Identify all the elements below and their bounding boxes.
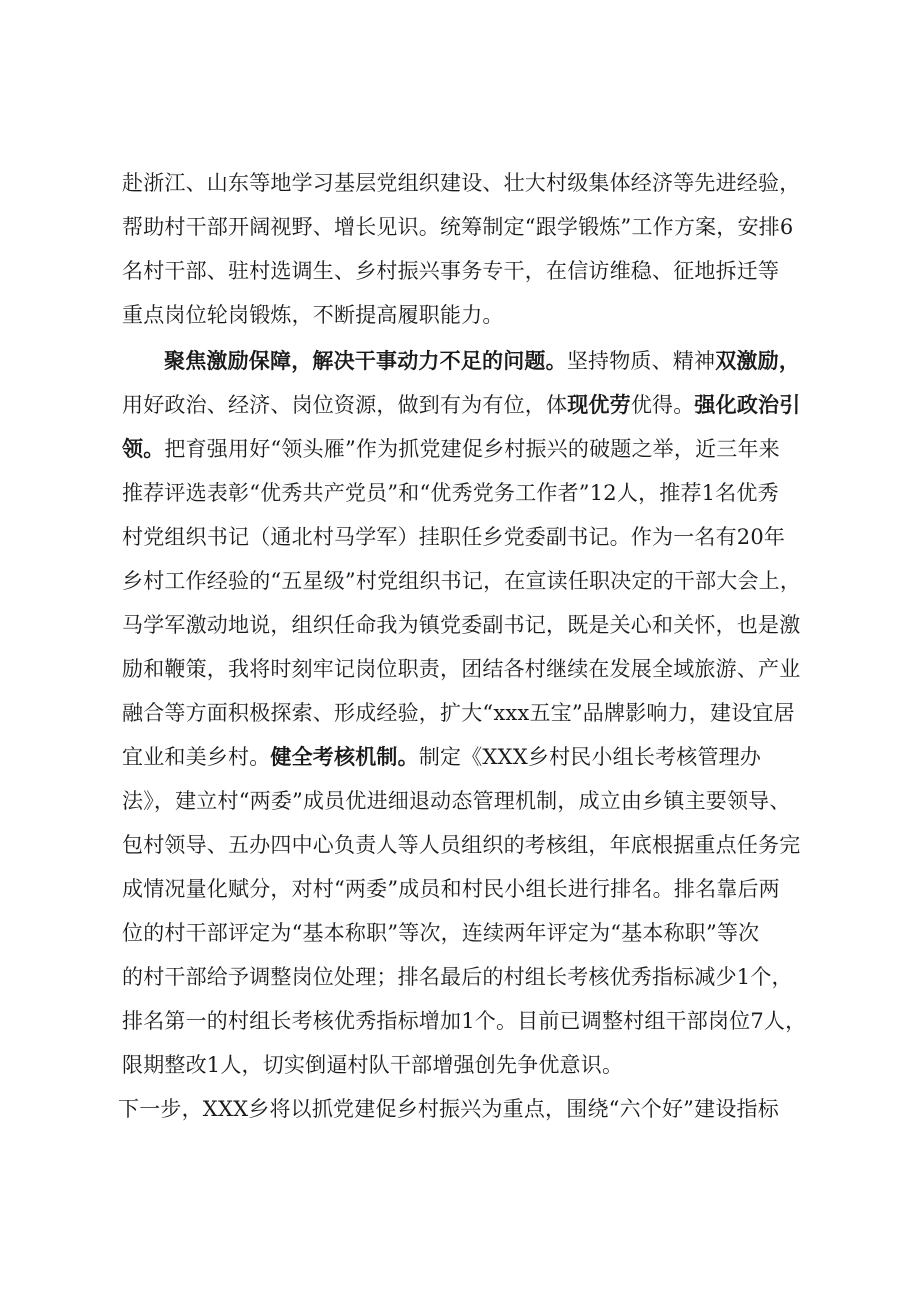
paragraph-2-line-10 [122, 742, 812, 772]
heading-assessment-mechanism: 健全考核机制。 [270, 744, 419, 769]
paragraph-3-line-1: 下一步，XXX乡将以抓党建促乡村振兴为重点，围绕“六个好”建设指标 [118, 1097, 779, 1121]
paragraph-2-line-1 [164, 346, 812, 376]
text-segment: 制定《XXX乡村民小组长考核管理办 [418, 745, 762, 769]
paragraph-2-line-6: 乡村工作经验的“五星级”村党组织书记，在宣读任职决定的干部大会上， [122, 569, 802, 593]
text-segment: 把育强用好“领头雁”作为抓党建促乡村振兴的破题之举，近三年来 [164, 437, 780, 461]
text-segment: 宜业和美乡村。 [122, 745, 271, 769]
paragraph-2-line-9: 融合等方面积极探索、形成经验，扩大“xxx五宝”品牌影响力，建设宜居 [122, 701, 795, 725]
paragraph-1-line-2: 帮助村干部开阔视野、增长见识。统筹制定“跟学锻炼”工作方案，安排6 [122, 215, 794, 239]
bold-segment: 领。 [122, 436, 165, 461]
paragraph-2-line-15: 的村干部给予调整岗位处理；排名最后的村组长考核优秀指标减少1个， [122, 965, 793, 989]
paragraph-1-line-4: 重点岗位轮岗锻炼，不断提高履职能力。 [122, 303, 504, 327]
paragraph-2-line-8: 励和鞭策，我将时刻牢记岗位职责，团结各村继续在发展全域旅游、产业 [122, 657, 801, 681]
paragraph-2-line-7: 马学军激动地说，组织任命我为镇党委副书记，既是关心和关怀，也是激 [122, 613, 801, 637]
paragraph-2-line-14: 位的村干部评定为“基本称职”等次，连续两年评定为“基本称职”等次 [122, 921, 760, 945]
paragraph-2-line-16: 排名第一的村组长考核优秀指标增加1个。目前已调整村组干部岗位7人， [122, 1009, 807, 1033]
text-segment: 坚持物质、精神 [566, 349, 716, 373]
paragraph-2-line-12: 包村领导、五办四中心负责人等人员组织的考核组，年底根据重点任务完 [122, 833, 801, 857]
paragraph-2-line-3 [122, 434, 812, 464]
paragraph-2-line-2 [122, 390, 812, 420]
paragraph-2-line-4: 推荐评选表彰“优秀共产党员”和“优秀党务工作者”12人，推荐1名优秀 [122, 481, 779, 505]
text-segment: 优得。 [630, 393, 695, 417]
text-segment: 用好政治、经济、岗位资源，做到有为有位，体 [122, 393, 568, 417]
paragraph-2-line-13: 成情况量化赋分，对村“两委”成员和村民小组长进行排名。排名靠后两 [122, 877, 780, 901]
paragraph-2-line-11: 法》，建立村“两委”成员优进细退动态管理机制，成立由乡镇主要领导、 [122, 789, 791, 813]
paragraph-2-line-17: 限期整改1人，切实倒逼村队干部增强创先争优意识。 [122, 1053, 624, 1077]
bold-segment: 双激励， [715, 348, 801, 373]
heading-incentive: 聚焦激励保障，解决干事动力不足的问题。 [164, 348, 567, 373]
heading-political-guidance: 强化政治引 [694, 392, 801, 417]
bold-segment: 现优劳 [567, 392, 631, 417]
paragraph-1-line-3: 名村干部、驻村选调生、乡村振兴事务专干，在信访维稳、征地拆迁等 [122, 259, 780, 283]
paragraph-2-line-5: 村党组织书记（通北村马学军）挂职任乡党委副书记。作为一名有20年 [122, 525, 786, 549]
paragraph-1-line-1: 赴浙江、山东等地学习基层党组织建设、壮大村级集体经济等先进经验， [122, 171, 801, 195]
